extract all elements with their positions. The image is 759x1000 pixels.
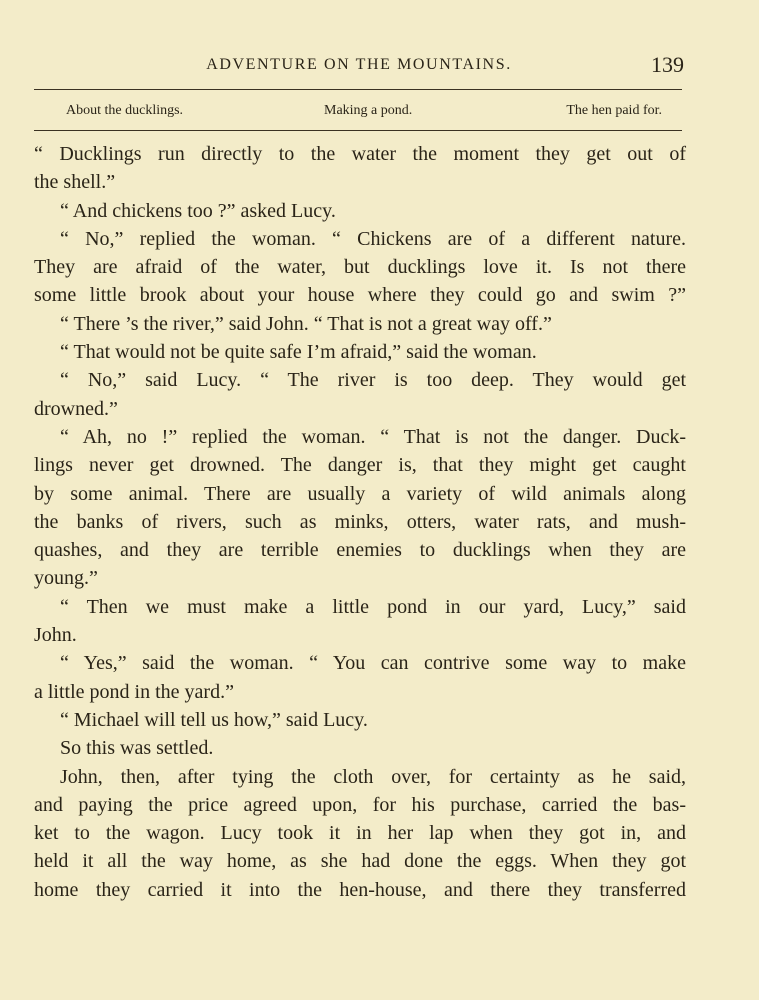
text-line: ket to the wagon. Lucy took it in her lap when they got in, and xyxy=(34,822,686,845)
running-head xyxy=(34,52,684,82)
text-line: John. xyxy=(34,624,77,647)
text-line: “ That would not be quite safe I’m afraid,” said the woman. xyxy=(60,341,537,364)
header-rule-top xyxy=(34,89,682,90)
text-line: held it all the way home, as she had done the eggs. When they got xyxy=(34,850,686,873)
text-line: home they carried it into the hen-house, and there they transferred xyxy=(34,878,686,901)
marginal-subheads xyxy=(66,103,662,123)
text-line: some little brook about your house where they could go and swim ?” xyxy=(34,284,686,307)
text-line: “ And chickens too ?” asked Lucy. xyxy=(60,199,336,222)
text-line: “ Then we must make a little pond in our yard, Lucy,” said xyxy=(60,595,686,618)
text-line: quashes, and they are terrible enemies to ducklings when they are xyxy=(34,539,686,562)
running-title: ADVENTURE ON THE MOUNTAINS. xyxy=(206,56,512,73)
text-line: drowned.” xyxy=(34,397,118,420)
text-line: and paying the price agreed upon, for his purchase, carried the bas- xyxy=(34,793,686,816)
subhead-center: Making a pond. xyxy=(324,103,413,118)
subhead-right: The hen paid for. xyxy=(566,103,662,118)
text-line: “ Ah, no !” replied the woman. “ That is not the danger. Duck- xyxy=(60,425,686,448)
text-line: “ No,” replied the woman. “ Chickens are of a different nature. xyxy=(60,227,686,250)
text-line: by some animal. There are usually a variety of wild animals along xyxy=(34,482,686,505)
text-line: “ Yes,” said the woman. “ You can contrive some way to make xyxy=(60,652,686,675)
text-line: the banks of rivers, such as minks, otters, water rats, and mush- xyxy=(34,510,686,533)
body-text xyxy=(34,140,686,904)
text-line: “ There ’s the river,” said John. “ That is not a great way off.” xyxy=(60,312,552,335)
text-line: “ No,” said Lucy. “ The river is too deep. They would get xyxy=(60,369,686,392)
text-line: a little pond in the yard.” xyxy=(34,680,234,703)
subhead-left: About the ducklings. xyxy=(66,103,184,118)
text-line: So this was settled. xyxy=(60,737,214,760)
page-number: 139 xyxy=(651,52,684,77)
text-line: the shell.” xyxy=(34,171,116,194)
text-line: lings never get drowned. The danger is, that they might get caught xyxy=(34,454,686,477)
text-line: “ Ducklings run directly to the water the moment they get out of xyxy=(34,143,686,165)
header-rule-bottom xyxy=(34,130,682,131)
text-line: “ Michael will tell us how,” said Lucy. xyxy=(60,708,368,731)
text-line: young.” xyxy=(34,567,98,590)
text-line: They are afraid of the water, but ducklings love it. Is not there xyxy=(34,256,686,279)
text-line: John, then, after tying the cloth over, for certainty as he said, xyxy=(60,765,686,788)
